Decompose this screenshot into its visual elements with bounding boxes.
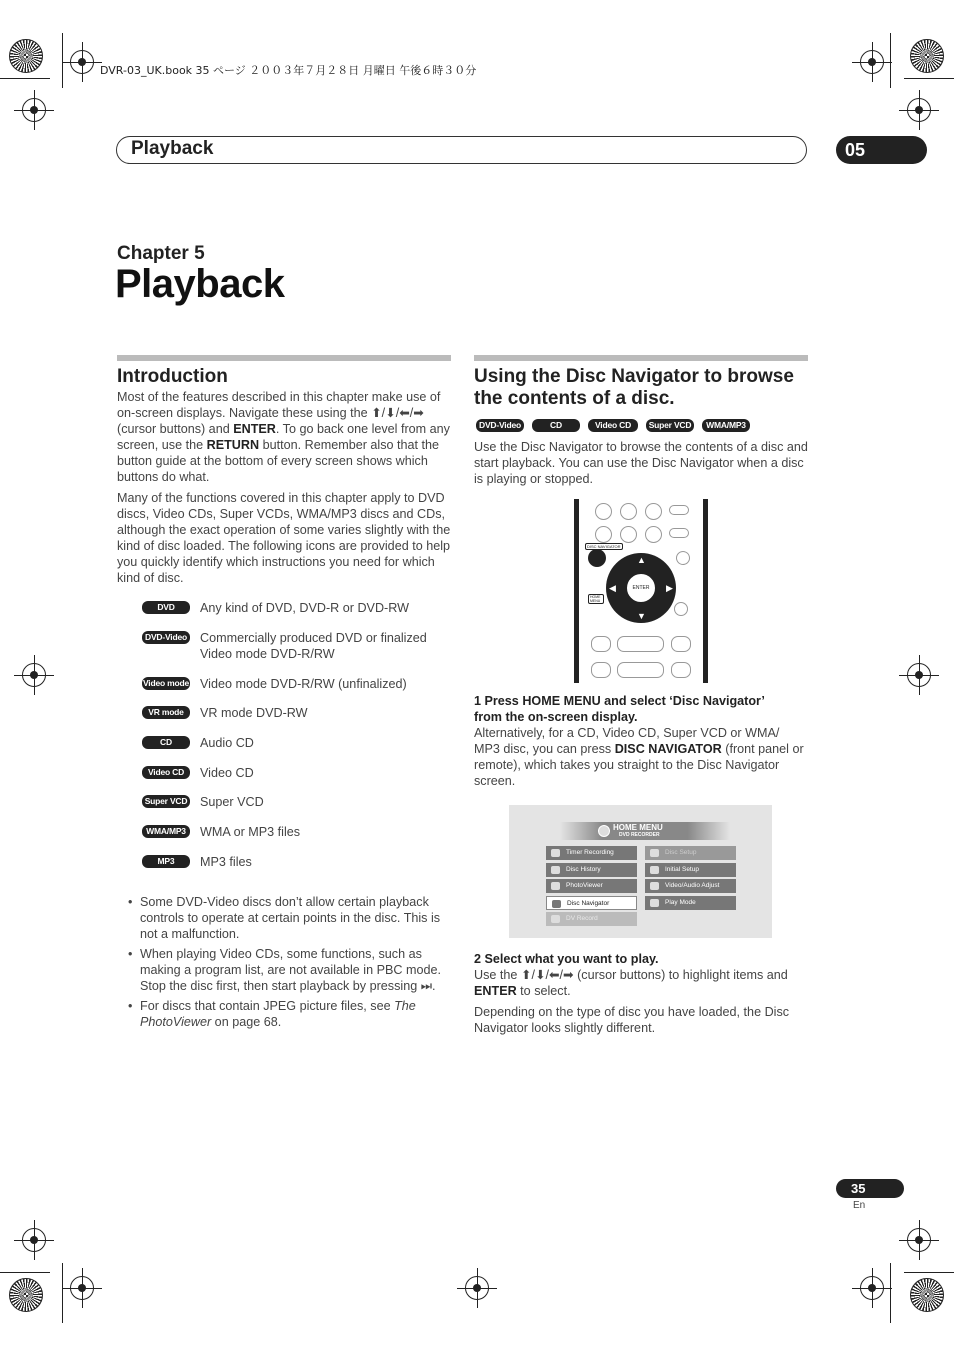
crosshair-mark [22, 1228, 46, 1252]
page-number: 35 [836, 1179, 904, 1198]
menu-item-icon [551, 866, 560, 874]
step-1-body: Alternatively, for a CD, Video CD, Super VCD or WMA/ MP3 disc, you can press DISC NAVIGATOR (front panel or remote), which takes you straight to the Disc Navigator screen. [474, 726, 804, 788]
step-2-title: 2 Select what you want to play. [474, 952, 659, 966]
disc-type-icon: Video CD [588, 419, 638, 432]
intro-notes [128, 894, 453, 1034]
home-menu-item[interactable] [546, 863, 637, 877]
right-arrow-icon: ▶ [666, 583, 673, 593]
home-menu-item[interactable] [546, 896, 637, 910]
disc-type-description: Super VCD [200, 795, 264, 809]
crop-mark [890, 33, 891, 88]
disc-nav-heading [474, 366, 814, 410]
crosshair-mark [465, 1276, 489, 1300]
disc-type-icon: Super VCD [142, 795, 190, 808]
remote-button [591, 636, 611, 652]
home-menu-item-label: Play Mode [665, 898, 696, 906]
home-menu-item[interactable] [645, 879, 736, 893]
chapter-label: Chapter 5 [117, 243, 205, 264]
disc-type-description: Any kind of DVD, DVD-R or DVD-RW [200, 601, 410, 615]
left-arrow-icon: ◀ [609, 583, 616, 593]
section-title: Playback [131, 138, 214, 159]
note-item: • Some DVD-Video discs don’t allow certain playback controls to operate at certain points in the disc. This is not a malfunction. [128, 894, 453, 942]
home-menu-item-label: Timer Recording [566, 849, 614, 856]
remote-button [617, 662, 664, 678]
disc-type-description: Audio CD [200, 736, 254, 750]
crosshair-mark [70, 50, 94, 74]
crosshair-mark [860, 1276, 884, 1300]
home-menu-item-label: Initial Setup [665, 865, 699, 873]
remote-button [591, 662, 611, 678]
remote-button [620, 503, 637, 520]
disc-nav-closing-note: Depending on the type of disc you have loaded, the Disc Navigator looks slightly different. [474, 1005, 790, 1035]
home-menu-item [546, 912, 637, 926]
enter-key: ENTER [626, 573, 656, 603]
intro-heading: Introduction [117, 366, 228, 387]
home-menu-title-bar [560, 822, 730, 840]
crosshair-mark [907, 663, 931, 687]
disc-type-icon: WMA/MP3 [702, 419, 750, 432]
section-header-bar [116, 136, 807, 164]
crop-mark [62, 1263, 63, 1323]
disc-type-description: Video CD [200, 766, 254, 780]
menu-item-icon [650, 882, 659, 890]
remote-button [595, 503, 612, 520]
remote-button [669, 528, 689, 538]
note-item: • When playing Video CDs, some functions, such as making a program list, are not available in PBC mode. Stop the disc first, then start playback by pressing ⏭. [128, 946, 453, 994]
menu-item-icon [551, 915, 560, 923]
home-menu-item-label: Video/Audio Adjust [665, 882, 720, 889]
disc-type-description: Commercially produced DVD or finalized Video mode DVD-R/RW [200, 631, 427, 661]
remote-button [671, 662, 691, 678]
disc-nav-heading-line-1: Using the Disc Navigator to browse [474, 366, 794, 387]
intro-paragraph-2: Many of the functions covered in this chapter apply to DVD discs, Video CDs, Super VCDs, WMA/MP3 discs and CDs, although the exact operation of some varies slightly with the kind of disc loaded. The following icons are provided to help you quickly identify which instructions you need for which kind of disc. [117, 491, 451, 585]
down-arrow-icon: ▼ [637, 611, 646, 621]
disc-type-icon: MP3 [142, 855, 190, 868]
section-rule [474, 355, 808, 361]
home-menu-item-label: Disc Navigator [567, 899, 610, 907]
crop-mark [890, 1263, 891, 1323]
note-item: • For discs that contain JPEG picture files, see The PhotoViewer on page 68. [128, 998, 453, 1030]
section-rule [117, 355, 451, 361]
disc-navigator-key-label: DISC NAVIGATOR [587, 544, 621, 549]
crosshair-mark [860, 50, 884, 74]
remote-button [620, 526, 637, 543]
crosshair-mark [70, 1276, 94, 1300]
registration-star-mark [910, 1278, 944, 1312]
disc-type-icon: CD [142, 736, 190, 749]
remote-button [595, 526, 612, 543]
step-2-body: Use the ⬆/⬇/⬅/➡ (cursor buttons) to highlight items and ENTER to select. [474, 968, 788, 998]
disc-type-description: MP3 files [200, 855, 252, 869]
registration-star-mark [9, 39, 43, 73]
home-menu-item-label: DV Record [566, 915, 598, 922]
home-menu-title: HOME MENU [613, 823, 663, 832]
remote-button [674, 602, 688, 616]
crosshair-mark [22, 98, 46, 122]
home-menu-item-label: Disc Setup [665, 849, 697, 856]
crop-mark [0, 1272, 50, 1273]
disc-type-icon: WMA/MP3 [142, 825, 190, 838]
menu-item-icon [650, 866, 659, 874]
intro-paragraph-1: Most of the features described in this chapter make use of on-screen displays. Navigate these using the ⬆/⬇/⬅/➡ (cursor buttons) and ENTER. To go back one level from any screen, use the RETURN button. Remember also that the button guide at the bottom of every screen shows which buttons do what. [117, 390, 450, 484]
disc-type-icon: DVD [142, 601, 190, 614]
disc-type-description: Video mode DVD-R/RW (unfinalized) [200, 677, 407, 691]
home-menu-item[interactable] [645, 896, 736, 910]
crop-mark [62, 33, 63, 88]
home-menu-item[interactable] [546, 846, 637, 860]
remote-button [669, 505, 689, 515]
menu-item-icon [650, 849, 659, 857]
home-menu-item-label: Disc History [566, 865, 601, 873]
disc-type-icon: Video mode [142, 678, 190, 688]
menu-item-icon [551, 882, 560, 890]
crop-mark [904, 78, 954, 79]
disc-type-icon: DVD-Video [476, 419, 524, 432]
disc-type-description: WMA or MP3 files [200, 825, 301, 839]
step-1-title-line-1: 1 Press HOME MENU and select ‘Disc Navigator’ [474, 694, 765, 708]
home-menu-subtitle: DVD RECORDER [619, 832, 660, 838]
home-menu-item[interactable] [645, 863, 736, 877]
home-menu-item[interactable] [645, 846, 736, 860]
step-1-title-line-2: from the on-screen display. [474, 710, 638, 724]
disc-type-icon: Video CD [142, 766, 190, 779]
page-language: En [853, 1200, 866, 1211]
home-menu-item-label: PhotoViewer [566, 882, 603, 889]
disc-type-icon: Super VCD [646, 419, 694, 432]
crosshair-mark [22, 663, 46, 687]
remote-button [617, 636, 664, 652]
remote-button [671, 636, 691, 652]
registration-star-mark [9, 1278, 43, 1312]
home-menu-item[interactable] [546, 879, 637, 893]
remote-button [645, 526, 662, 543]
home-menu-key-label: HOME MENU [588, 594, 604, 604]
disc-type-icon: DVD-Video [142, 631, 190, 644]
disc-nav-intro: Use the Disc Navigator to browse the contents of a disc and start playback. You can use the Disc Navigator when a disc is playing or stopped. [474, 440, 808, 486]
disc-type-icon: VR mode [142, 706, 190, 719]
chapter-title: Playback [115, 262, 285, 306]
remote-button [645, 503, 662, 520]
disc-icon [598, 825, 610, 837]
registration-star-mark [910, 39, 944, 73]
menu-item-icon [650, 899, 659, 907]
disc-type-icon: CD [532, 419, 580, 432]
crop-mark [904, 1272, 954, 1273]
file-header: DVR-03_UK.book 35 ページ ２００３年７月２８日 月曜日 午後６時３０分 [100, 64, 477, 77]
menu-item-icon [552, 900, 561, 908]
disc-navigator-key [588, 549, 606, 567]
disc-type-description: VR mode DVD-RW [200, 706, 308, 720]
crop-mark [0, 78, 50, 79]
up-arrow-icon: ▲ [637, 555, 646, 565]
disc-nav-heading-line-2: the contents of a disc. [474, 388, 675, 409]
crosshair-mark [907, 98, 931, 122]
menu-item-icon [551, 849, 560, 857]
chapter-number-badge: 05 [836, 136, 927, 164]
crosshair-mark [907, 1228, 931, 1252]
